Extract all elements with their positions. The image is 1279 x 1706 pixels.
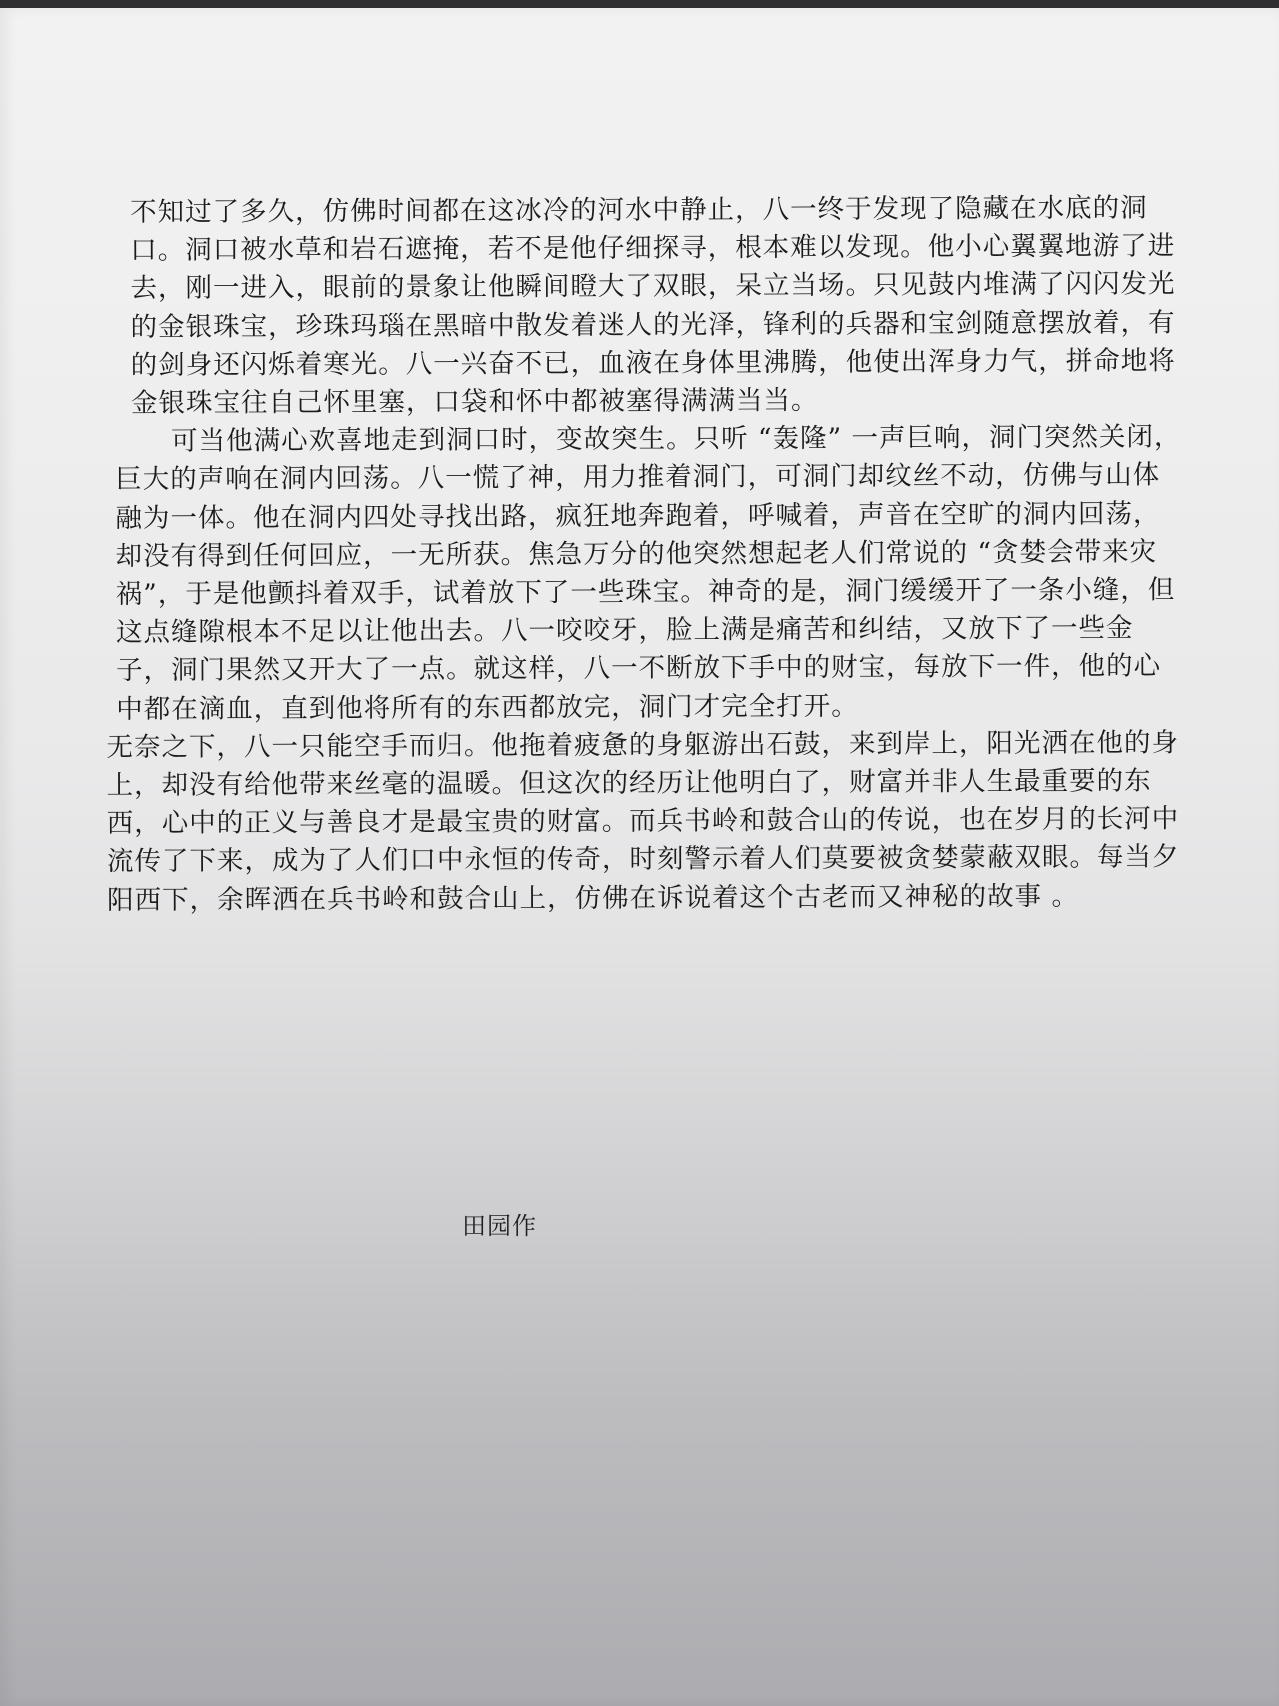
paragraph-3: 无奈之下，八一只能空手而归。他拖着疲惫的身躯游出石鼓，来到岸上，阳光洒在他的身上，却没有给他带来丝毫的温暖。但这次的经历让他明白了，财富并非人生最重要的东西，心中的正义与善良才是最宝贵的财富。而兵书岭和鼓合山的传说，也在岁月的长河中流传了下来，成为了人们口中永恒的传奇，时刻警示着人们莫要被贪婪蒙蔽双眼。每当夕阳西下，余晖洒在兵书岭和鼓合山上，仿佛在诉说着这个古老而又神秘的故事 。 — [106, 727, 1180, 916]
story-text — [104, 189, 1187, 920]
paragraph-1: 不知过了多久，仿佛时间都在这冰冷的河水中静止，八一终于发现了隐藏在水底的洞口。洞口被水草和岩石遮掩，若不是他仔细探寻，根本难以发现。他小心翼翼地游了进去，刚一进入，眼前的景象让他瞬间瞪大了双眼，呆立当场。只见鼓内堆满了闪闪发光的金银珠宝，珍珠玛瑙在黑暗中散发着迷人的光泽，锋利的兵器和宝剑随意摆放着，有的剑身还闪烁着寒光。八一兴奋不已，血液在身体里沸腾，他使出浑身力气，拼命地将金银珠宝往自己怀里塞，口袋和怀中都被塞得满满当当。 — [130, 192, 1176, 419]
paragraph-2 — [105, 419, 1186, 729]
paragraph-2-text: 可当他满心欢喜地走到洞口时，变故突生。只听 “轰隆” 一声巨响，洞门突然关闭，巨大的声响在洞内回荡。八一慌了神，用力推着洞门，可洞门却纹丝不动，仿佛与山体融为一体。他在洞内四处寻找出路，疯狂地奔跑着，呼喊着，声音在空旷的洞内回荡，却没有得到任何回应，一无所获。焦急万分的他突然想起老人们常说的 “贪婪会带来灾祸”，于是他颤抖着双手，试着放下了一些珠宝。神奇的是，洞门缓缓开了一条小缝，但这点缝隙根本不足以让他出去。八一咬咬牙，脸上满是痛苦和纠结，又放下了一些金子，洞门果然又开大了一点。就这样，八一不断放下手中的财宝，每放下一件，他的心中都在滴血，直到他将所有的东西都放完，洞门才完全打开。 — [115, 421, 1182, 725]
author-signature: 田园作 — [462, 1212, 537, 1240]
paper-sheet — [0, 8, 1279, 1706]
